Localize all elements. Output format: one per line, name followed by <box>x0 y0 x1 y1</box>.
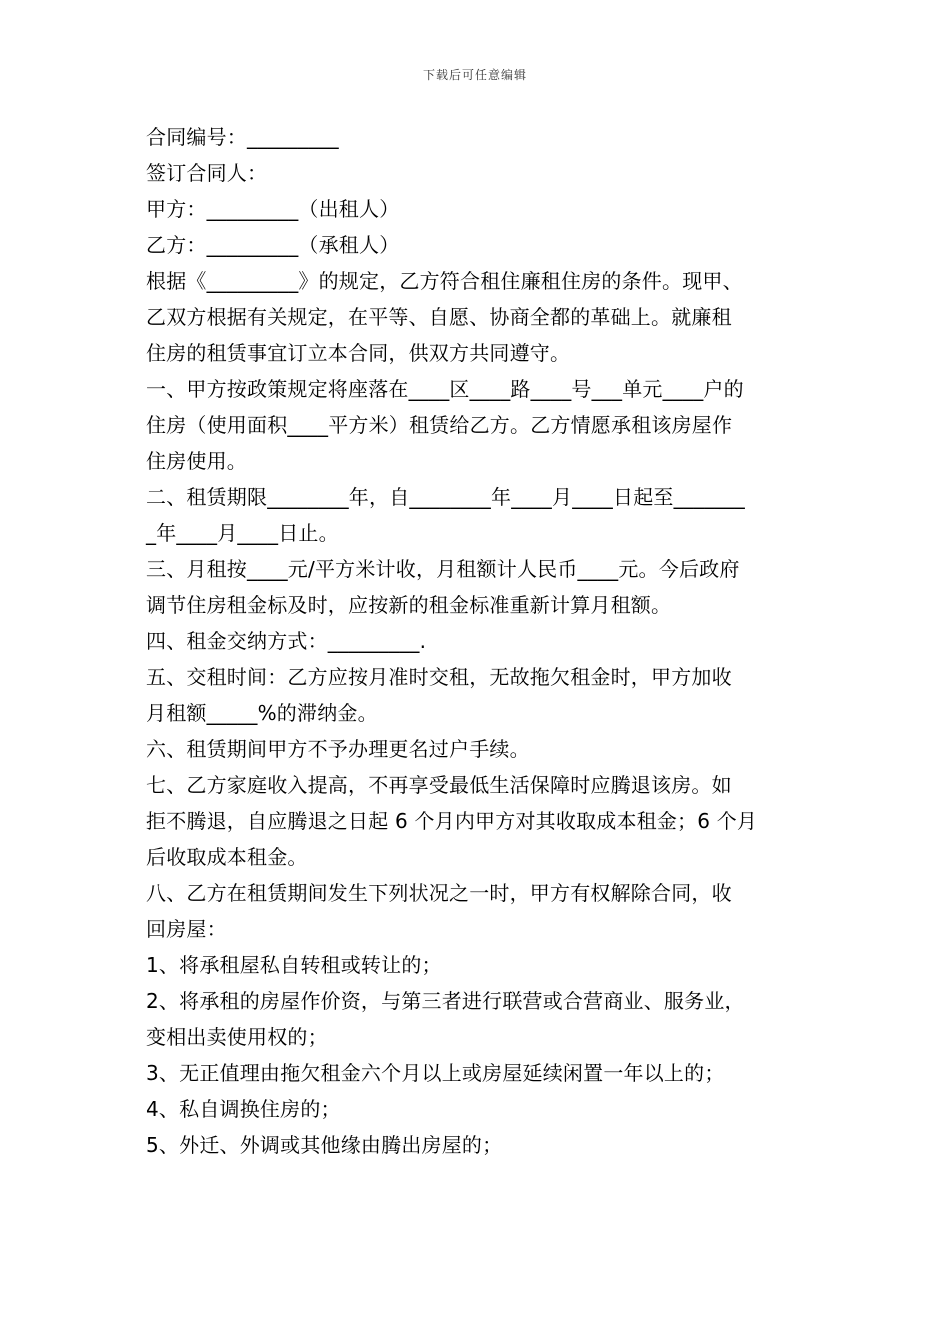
text-line: 住房（使用面积____平方米）租赁给乙方。乙方情愿承租该房屋作 <box>146 413 733 437</box>
text-line: 回房屋： <box>146 917 227 941</box>
text-line: 3、无正值理由拖欠租金六个月以上或房屋延续闲置一年以上的； <box>146 1061 725 1085</box>
text-line: 住房使用。 <box>146 449 247 473</box>
text-line: 签订合同人： <box>146 161 268 185</box>
text-line: 六、租赁期间甲方不予办理更名过户手续。 <box>146 737 530 761</box>
text-line: 变相出卖使用权的； <box>146 1025 328 1049</box>
text-line: 1、将承租屋私自转租或转让的； <box>146 953 442 977</box>
text-line: _年____月____日止。 <box>146 521 339 545</box>
text-line: 5、外迁、外调或其他缘由腾出房屋的； <box>146 1133 503 1157</box>
page-header: 下载后可任意编辑 <box>422 68 527 82</box>
text-line: 住房的租赁事宜订立本合同，供双方共同遵守。 <box>146 341 571 365</box>
text-line: 后收取成本租金。 <box>146 845 308 869</box>
text-line: 四、租金交纳方式：_________. <box>146 629 427 653</box>
text-line: 八、乙方在租赁期间发生下列状况之一时，甲方有权解除合同，收 <box>146 881 732 905</box>
document-body <box>146 119 810 1163</box>
text-line: 乙双方根据有关规定，在平等、自愿、协商全都的革础上。就廉租 <box>146 305 732 329</box>
text-line: 七、乙方家庭收入提高，不再享受最低生活保障时应腾退该房。如 <box>146 773 732 797</box>
text-line: 4、私自调换住房的； <box>146 1097 341 1121</box>
text-line: 月租额_____%的滞纳金。 <box>146 701 378 725</box>
text-line: 三、月租按____元/平方米计收，月租额计人民币____元。今后政府 <box>146 557 740 581</box>
text-line: 拒不腾退，自应腾退之日起 6 个月内甲方对其收取成本租金；6 个月 <box>146 809 758 833</box>
text-line: 调节住房租金标及时，应按新的租金标准重新计算月租额。 <box>146 593 672 617</box>
text-line: 五、交租时间：乙方应按月准时交租，无故拖欠租金时，甲方加收 <box>146 665 732 689</box>
text-line: 根据《_________》的规定，乙方符合租住廉租住房的条件。现甲、 <box>146 269 743 293</box>
text-line: 2、将承租的房屋作价资，与第三者进行联营或合营商业、服务业， <box>146 989 745 1013</box>
text-line: 一、甲方按政策规定将座落在____区____路____号___单元____户的 <box>146 377 744 401</box>
text-line: 甲方：_________（出租人） <box>146 197 400 221</box>
text-line: 合同编号：_________ <box>146 125 339 149</box>
text-line: 二、租赁期限________年，自________年____月____日起至_______ <box>146 485 745 509</box>
text-line: 乙方：_________（承租人） <box>146 233 400 257</box>
